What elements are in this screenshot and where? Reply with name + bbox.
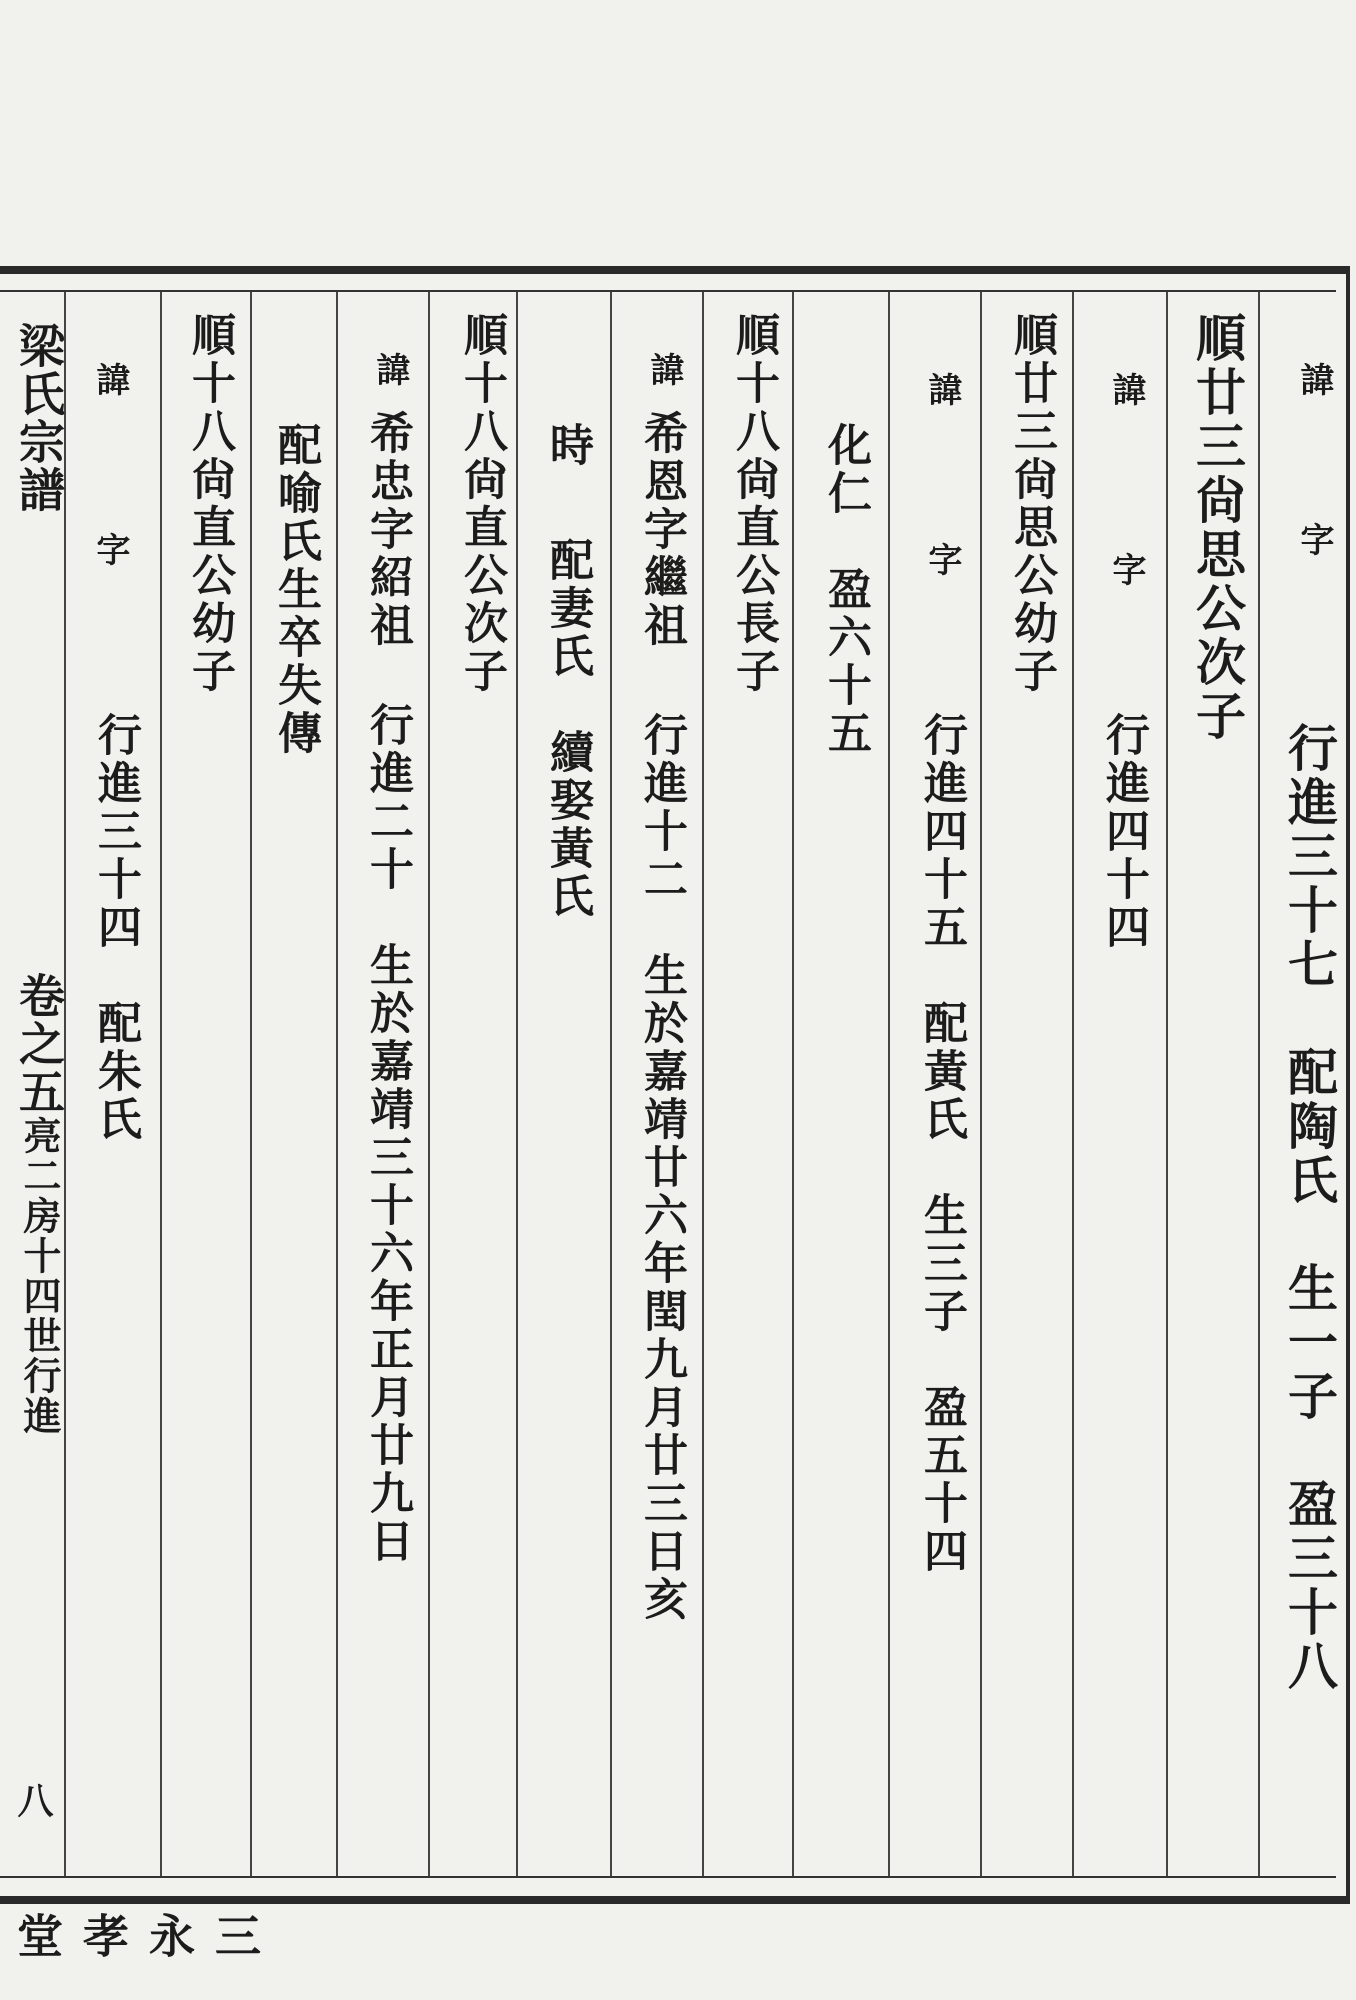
style-label: 希忠字紹祖 <box>362 410 413 650</box>
entry-column-6 <box>804 292 888 1876</box>
entry-column-13 <box>170 292 250 1876</box>
entry-column-11 <box>346 292 430 1876</box>
hall-name: 三永孝堂 <box>10 1912 262 1960</box>
name-label: 諱 <box>370 352 410 390</box>
name-label: 諱 <box>1294 362 1334 400</box>
section-text: 亮二房十四世行進 <box>17 1116 62 1436</box>
entry-column-3 <box>1082 292 1166 1876</box>
volume-label <box>6 972 72 1436</box>
entry-text: 化仁 盈六十五 <box>820 422 871 758</box>
column-rule <box>888 292 890 1876</box>
column-rule <box>250 292 252 1876</box>
name-label: 諱 <box>922 372 962 410</box>
entry-text: 配喻氏生卒失傳 <box>270 422 321 758</box>
leaf-number: 八 <box>12 1782 54 1820</box>
entry-text: 行進三十四 配朱氏 <box>90 712 141 1144</box>
entry-text: 配妻氏 續娶黃氏 <box>542 537 593 921</box>
lineage-text: 順十八尙直公次子 <box>456 312 507 696</box>
style-label: 字 <box>90 532 130 570</box>
book-title: 梁氏宗譜 <box>12 322 66 514</box>
entry-column-12 <box>260 292 336 1876</box>
style-label: 字 <box>1106 552 1146 590</box>
style-label: 希恩字繼祖 <box>636 410 687 650</box>
entry-column-4 <box>990 292 1074 1876</box>
entry-text: 行進二十 生於嘉靖三十六年正月廿九日 <box>362 702 413 1566</box>
name-label: 諱 <box>1106 372 1146 410</box>
style-label: 字 <box>922 542 962 580</box>
entry-column-7 <box>712 292 796 1876</box>
column-rule <box>1258 292 1260 1876</box>
column-rule <box>160 292 162 1876</box>
name-label: 諱 <box>644 352 684 390</box>
bottom-rule <box>0 1876 1336 1878</box>
column-rule <box>336 292 338 1876</box>
lineage-text: 順十八尙直公長子 <box>728 312 779 696</box>
time-label: 時 <box>542 422 593 470</box>
entry-text: 行進三十七 配陶氏 生一子 盈三十八 <box>1280 722 1339 1694</box>
column-rule <box>610 292 612 1876</box>
column-rule <box>1166 292 1168 1876</box>
volume-text: 卷之五 <box>12 972 66 1116</box>
entry-column-9 <box>526 292 610 1876</box>
entry-text: 行進十二 生於嘉靖廿六年閏九月廿三日亥 <box>636 712 687 1624</box>
entry-text: 行進四十五 配黃氏 生三子 盈五十四 <box>916 712 967 1576</box>
entry-column-8 <box>620 292 704 1876</box>
entry-column-1 <box>1268 292 1348 1876</box>
entry-column-5 <box>898 292 982 1876</box>
entry-text: 行進四十四 <box>1098 712 1149 952</box>
style-label: 字 <box>1294 522 1334 560</box>
entry-column-10 <box>440 292 524 1876</box>
entry-column-2 <box>1176 292 1256 1876</box>
lineage-text: 順廿三尙思公幼子 <box>1006 312 1057 696</box>
lineage-text: 順廿三尙思公次子 <box>1188 312 1247 744</box>
entry-column-14 <box>72 292 160 1876</box>
lineage-text: 順十八尙直公幼子 <box>184 312 235 696</box>
name-label: 諱 <box>90 362 130 400</box>
